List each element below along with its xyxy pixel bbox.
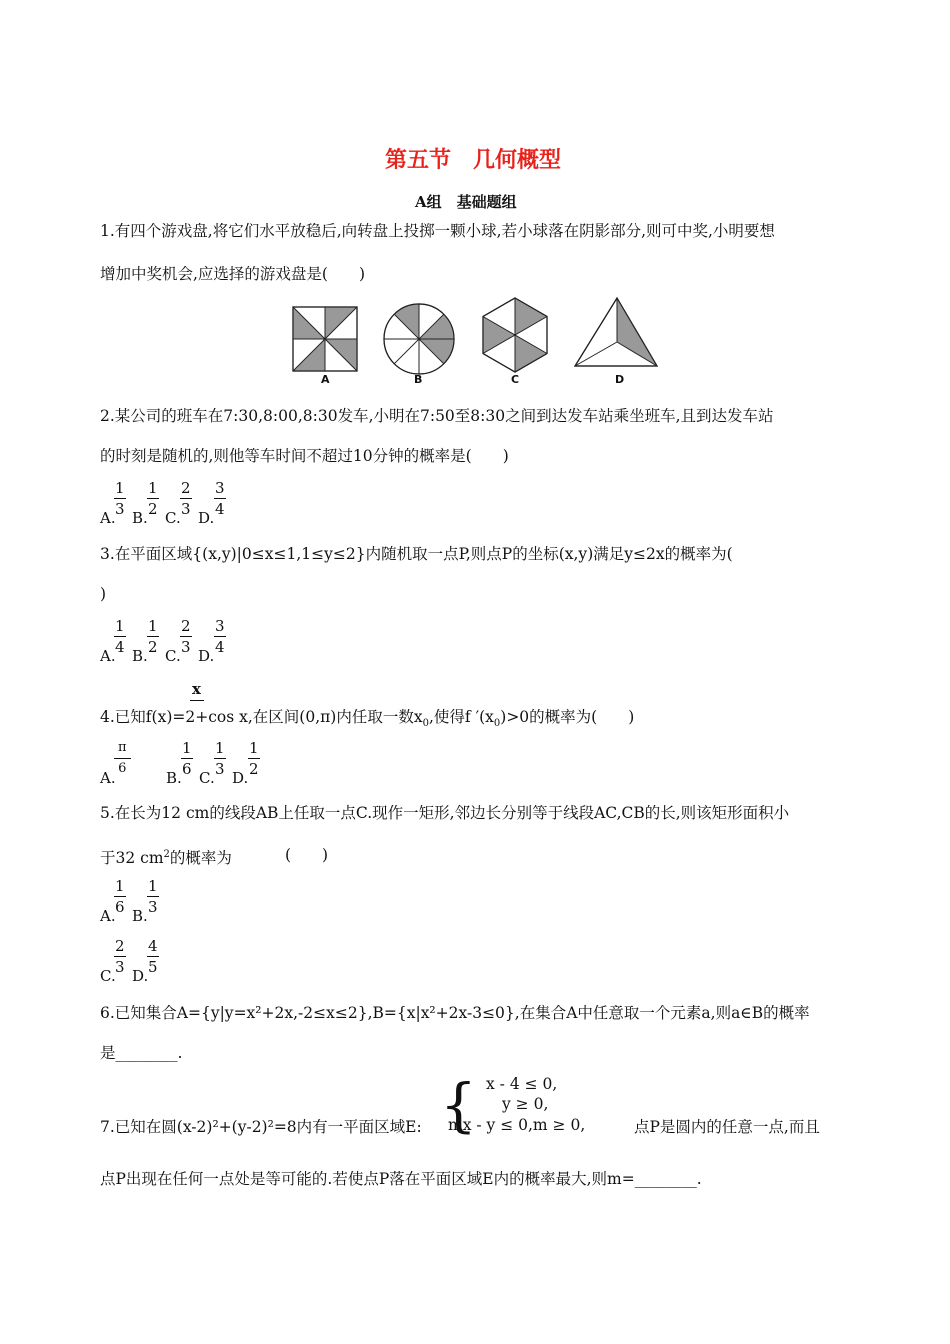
q3-option-b: $\frac{1}{2}$ bbox=[148, 617, 158, 656]
q7-line2: 点P出现在任何一点处是等可能的.若使点P落在平面区域E内的概率最大,则m=________. bbox=[100, 1170, 702, 1188]
q7-sys-line2: y ≥ 0, bbox=[502, 1095, 549, 1113]
q3-line1: 3.在平面区域{(x,y)|0≤x≤1,1≤y≤2}内随机取一点P,则点P的坐标(x,y)满足y≤2x的概率为( bbox=[100, 545, 733, 563]
game-boards-figure bbox=[285, 290, 665, 390]
board-label-b: B bbox=[414, 373, 423, 386]
q2-option-d: $\frac{3}{4}$ bbox=[215, 479, 225, 518]
q7-line1-pre: 7.已知在圆(x-2)²+(y-2)²=8内有一平面区域E: bbox=[100, 1118, 422, 1136]
q4-fraction-bar bbox=[190, 700, 204, 701]
q4-fraction-top: x bbox=[192, 680, 201, 698]
q6-line2: 是________. bbox=[100, 1044, 183, 1062]
q5-option-b: $\frac{1}{3}$ bbox=[148, 877, 158, 916]
q4-stem: 4.已知f(x)=2+cos x,在区间(0,π)内任取一数$x_0$,使得f $'(x_0)>0$的概率为( ) bbox=[100, 708, 635, 730]
q7-sys-line1: x - 4 ≤ 0, bbox=[486, 1075, 558, 1093]
q4-option-c-letter: C. bbox=[199, 769, 215, 787]
board-a bbox=[293, 307, 357, 371]
q2-line2: 的时刻是随机的,则他等车时间不超过10分钟的概率是( ) bbox=[100, 447, 509, 465]
board-label-c: C bbox=[511, 373, 520, 386]
q3-line2: ) bbox=[100, 585, 107, 603]
q4-option-a: $\frac{\pi}{6}$ bbox=[114, 740, 131, 777]
q5-option-a: $\frac{1}{6}$ bbox=[115, 877, 125, 916]
q7-brace: { bbox=[440, 1071, 477, 1139]
page-title: 第五节 几何概型 bbox=[385, 148, 562, 173]
board-b bbox=[384, 304, 454, 374]
q2-option-b-letter: B. bbox=[132, 509, 148, 527]
q4-option-d: $\frac{1}{2}$ bbox=[249, 739, 259, 778]
q7-sys-line3: mx - y ≤ 0,m ≥ 0, bbox=[448, 1116, 586, 1134]
q4-option-a-letter: A. bbox=[100, 769, 116, 787]
q2-option-d-letter: D. bbox=[198, 509, 215, 527]
q3-option-b-letter: B. bbox=[132, 647, 148, 665]
q7-line1-post: 点P是圆内的任意一点,而且 bbox=[634, 1118, 820, 1136]
q2-option-b: $\frac{1}{2}$ bbox=[148, 479, 158, 518]
q1-line2: 增加中奖机会,应选择的游戏盘是( ) bbox=[100, 265, 366, 283]
q6-line1: 6.已知集合A={y|y=x²+2x,-2≤x≤2},B={x|x²+2x-3≤0},在集合A中任意取一个元素a,则a∈B的概率 bbox=[100, 1004, 810, 1022]
q5-option-c-letter: C. bbox=[100, 967, 116, 985]
q2-option-c: $\frac{2}{3}$ bbox=[181, 479, 191, 518]
board-d bbox=[575, 298, 657, 366]
q5-option-b-letter: B. bbox=[132, 907, 148, 925]
q5-option-d-letter: D. bbox=[132, 967, 149, 985]
q3-option-a: $\frac{1}{4}$ bbox=[115, 617, 125, 656]
q3-option-d: $\frac{3}{4}$ bbox=[215, 617, 225, 656]
q3-option-c-letter: C. bbox=[165, 647, 181, 665]
q2-line1: 2.某公司的班车在7:30,8:00,8:30发车,小明在7:50至8:30之间到达发车站乘坐班车,且到达发车站 bbox=[100, 407, 774, 425]
q2-option-a-letter: A. bbox=[100, 509, 116, 527]
q5-line1: 5.在长为12 cm的线段AB上任取一点C.现作一矩形,邻边长分别等于线段AC,CB的长,则该矩形面积小 bbox=[100, 804, 790, 822]
q2-option-c-letter: C. bbox=[165, 509, 181, 527]
board-label-a: A bbox=[321, 373, 330, 386]
q1-line1: 1.有四个游戏盘,将它们水平放稳后,向转盘上投掷一颗小球,若小球落在阴影部分,则可中奖,小明要想 bbox=[100, 222, 775, 240]
q3-option-a-letter: A. bbox=[100, 647, 116, 665]
q5-line2: 于32 $cm^2$的概率为 bbox=[100, 849, 232, 868]
q5-option-c: $\frac{2}{3}$ bbox=[115, 937, 125, 976]
q3-option-d-letter: D. bbox=[198, 647, 215, 665]
q4-option-c: $\frac{1}{3}$ bbox=[215, 739, 225, 778]
q5-option-a-letter: A. bbox=[100, 907, 116, 925]
q4-option-d-letter: D. bbox=[232, 769, 249, 787]
q5-answer-paren: ( ) bbox=[285, 846, 329, 864]
q2-option-a: $\frac{1}{3}$ bbox=[115, 479, 125, 518]
board-c bbox=[483, 298, 547, 372]
board-label-d: D bbox=[615, 373, 625, 386]
q4-option-b: $\frac{1}{6}$ bbox=[182, 739, 192, 778]
q5-option-d: $\frac{4}{5}$ bbox=[148, 937, 158, 976]
group-heading: A组 基础题组 bbox=[415, 193, 517, 211]
q3-option-c: $\frac{2}{3}$ bbox=[181, 617, 191, 656]
q4-option-b-letter: B. bbox=[166, 769, 182, 787]
